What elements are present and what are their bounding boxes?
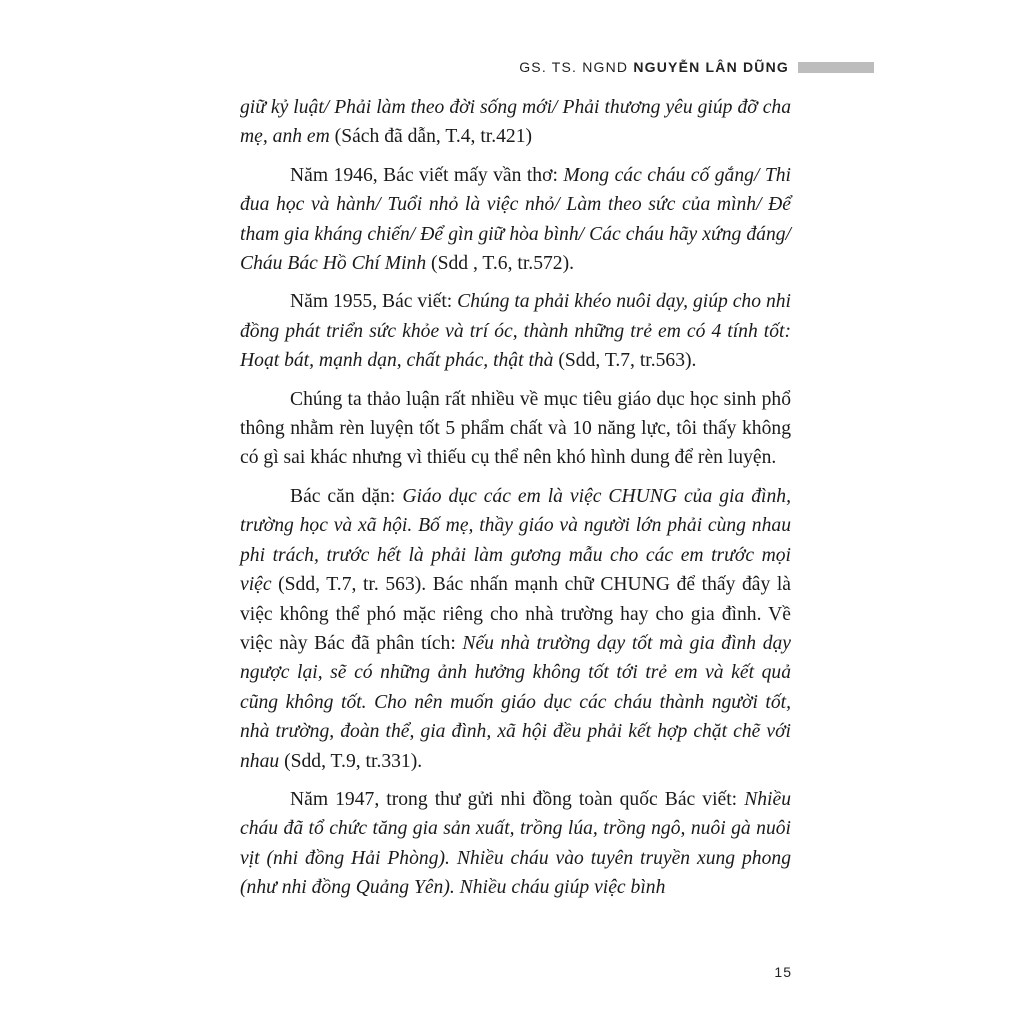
paragraph <box>240 785 791 903</box>
text-regular: Năm 1946, Bác viết mấy vần thơ: <box>290 164 564 186</box>
paragraph <box>240 482 791 776</box>
text-italic: Nhiều cháu đã tổ chức tăng gia sản xuất, trồng lúa, trồng ngô, nuôi gà nuôi vịt (nhi đồng Hải Phòng). Nhiều cháu vào tuyên truyền xung phong (như nhi đồng Quảng Yên). Nhiều cháu giúp việc bình <box>240 788 791 899</box>
text-italic: Chúng ta phải khéo nuôi dạy, giúp cho nhi đồng phát triển sức khỏe và trí óc, thành những trẻ em có 4 tính tốt: Hoạt bát, mạnh dạn, chất phác, thật thà <box>240 291 791 372</box>
paragraph <box>240 93 791 152</box>
text-italic: Giáo dục các em là việc CHUNG của gia đình, trường học và xã hội. Bố mẹ, thầy giáo và người lớn phải cùng nhau phi trách, trước hết là phải làm gương mẫu cho các em trước mọi việc <box>240 485 791 596</box>
page-number: 15 <box>774 964 792 980</box>
text-regular: (Sách đã dẫn, T.4, tr.421) <box>329 126 533 148</box>
text-regular: Năm 1947, trong thư gửi nhi đồng toàn quốc Bác viết: <box>290 788 745 810</box>
text-regular: (Sdd, T.9, tr.331). <box>279 750 423 772</box>
paragraph <box>240 161 791 279</box>
text-italic: Nếu nhà trường dạy tốt mà gia đình dạy ngược lại, sẽ có những ảnh hưởng không tốt tới trẻ em và kết quả cũng không tốt. Cho nên muốn giáo dục các cháu thành người tốt, nhà trường, đoàn thể, gia đình, xã hội đều phải kết hợp chặt chẽ với nhau <box>240 632 791 772</box>
paragraph <box>240 385 791 473</box>
text-italic: Mong các cháu cố gắng/ Thi đua học và hành/ Tuổi nhỏ là việc nhỏ/ Làm theo sức của mình/ Để tham gia kháng chiến/ Để gìn giữ hòa bình/ Các cháu hãy xứng đáng/ Cháu Bác Hồ Chí Minh <box>240 164 791 275</box>
text-italic: giữ kỷ luật/ Phải làm theo đời sống mới/ Phải thương yêu giúp đỡ cha mẹ, anh em <box>240 97 791 148</box>
text-regular: (Sdd , T.6, tr.572). <box>426 253 575 275</box>
header-decorative-bar <box>798 62 874 73</box>
header-author-prefix: GS. TS. NGND <box>519 59 629 75</box>
paragraph <box>240 287 791 375</box>
header-author-name: NGUYỄN LÂN DŨNG <box>633 59 789 75</box>
text-regular: (Sdd, T.7, tr. 563). Bác nhấn mạnh chữ CHUNG để thấy đây là việc không thể phó mặc riêng cho nhà trường hay cho gia đình. Về việc này Bác đã phân tích: <box>240 574 791 654</box>
header-author <box>519 59 789 75</box>
text-regular: Năm 1955, Bác viết: <box>290 291 458 313</box>
page-body-text <box>240 93 791 912</box>
text-regular: Chúng ta thảo luận rất nhiều về mục tiêu giáo dục học sinh phổ thông nhằm rèn luyện tốt 5 phẩm chất và 10 năng lực, tôi thấy không có gì sai khác nhưng vì thiếu cụ thể nên khó hình dung để rèn luyện. <box>240 388 791 469</box>
running-header <box>0 57 874 77</box>
text-regular: Bác căn dặn: <box>290 485 403 507</box>
text-regular: (Sdd, T.7, tr.563). <box>553 350 697 372</box>
